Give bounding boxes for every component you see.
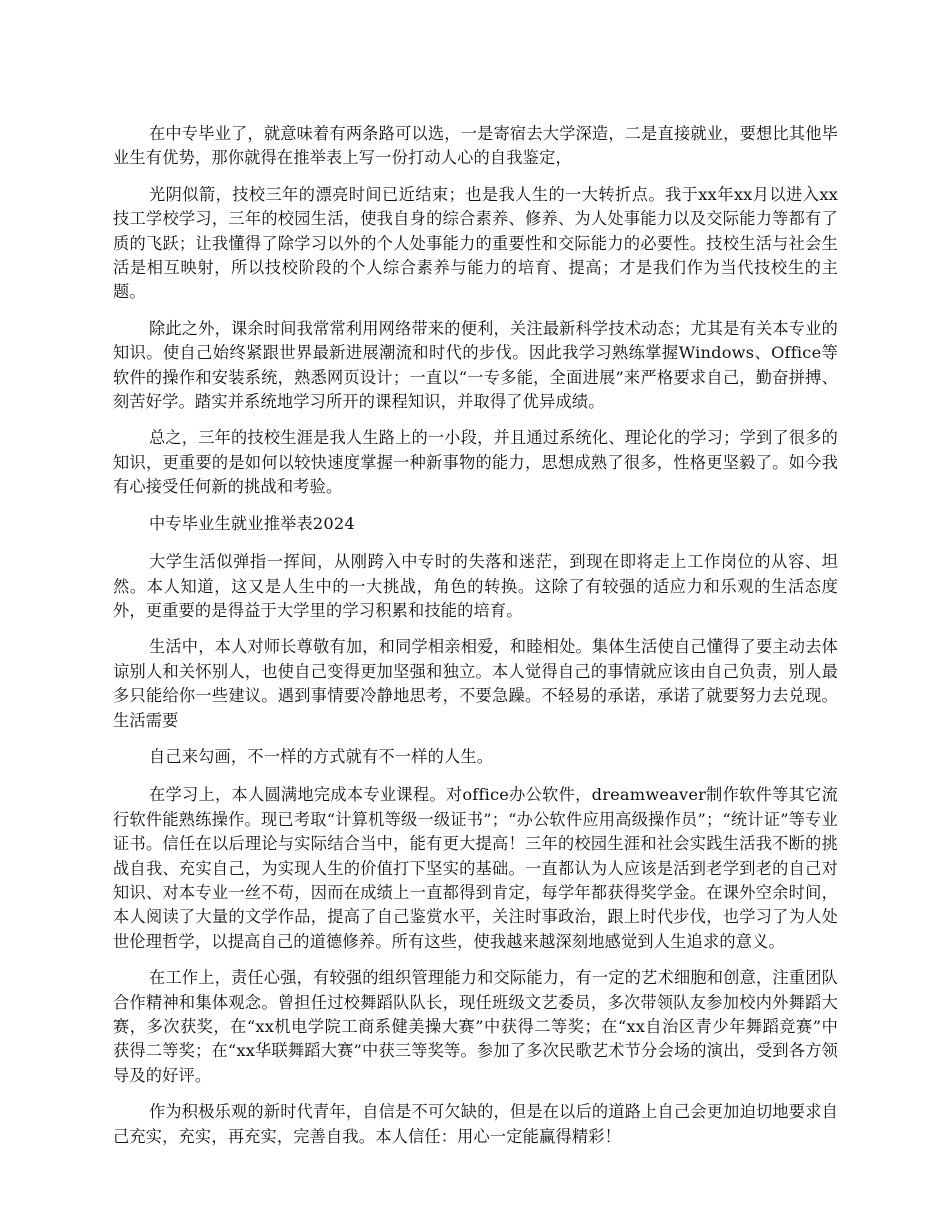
- paragraph-continuation: 自己来勾画，不一样的方式就有不一样的人生。: [149, 746, 494, 766]
- paragraph-extracurricular: 除此之外，课余时间我常常利用网络带来的便利，关注最新科学技术动态；尤其是有关本专业的知识。使自己始终紧跟世界最新进展潮流和时代的步伐。因此我学习熟练掌握Windows、Office等软件的操作和安装系统，熟悉网页设计；一直以“一专多能，全面进展”来严格要求自己，勤奋拼搏、刻苦好学。踏实并系统地学习所开的课程知识，并取得了优异成绩。: [113, 318, 838, 412]
- section-heading: 中专毕业生就业推举表2024: [149, 513, 355, 533]
- paragraph-conclusion: 作为积极乐观的新时代青年，自信是不可欠缺的，但是在以后的道路上自己会更加迫切地要求自己充实，充实，再充实，完善自我。本人信任：用心一定能赢得精彩！: [113, 1102, 838, 1146]
- paragraph-summary: 总之，三年的技校生涯是我人生路上的一小段，并且通过系统化、理论化的学习；学到了很多的知识，更重要的是如何以较快速度掌握一种新事物的能力，思想成熟了很多，性格更坚毅了。如今我有心接受任何新的挑战和考验。: [113, 428, 838, 497]
- paragraph-school-life: 光阴似箭，技校三年的漂亮时间已近结束；也是我人生的一大转折点。我于xx年xx月以进入xx技工学校学习，三年的校园生活，使我自身的综合素养、修养、为人处事能力以及交际能力等都有了质的飞跃；让我懂得了除学习以外的个人处事能力的重要性和交际能力的必要性。技校生活与社会生活是相互映射，所以技校阶段的个人综合素养与能力的培育、提高；才是我们作为当代技校生的主题。: [113, 184, 838, 302]
- paragraph-college-life: 大学生活似弹指一挥间，从刚跨入中专时的失落和迷茫，到现在即将走上工作岗位的从容、坦然。本人知道，这又是人生中的一大挑战，角色的转换。这除了有较强的适应力和乐观的生活态度外，更重要的是得益于大学里的学习积累和技能的培育。: [113, 552, 838, 620]
- paragraph-study: 在学习上，本人圆满地完成本专业课程。对office办公软件，dreamweaver制作软件等其它流行软件能熟练操作。现已考取“计算机等级一级证书”；“办公软件应用高级操作员”；“统计证”等专业证书。信任在以后理论与实际结合当中，能有更大提高！三年的校园生涯和社会实践生活我不断的挑战自我、充实自己，为实现人生的价值打下坚实的基础。一直都认为人应该是活到老学到老的自己对知识、对本专业一丝不苟，因而在成绩上一直都得到肯定，每学年都获得奖学金。在课外空余时间，本人阅读了大量的文学作品，提高了自己鉴赏水平，关注时事政治，跟上时代步伐，也学习了为人处世伦理哲学，以提高自己的道德修养。所有这些，使我越来越深刻地感觉到人生追求的意义。: [113, 785, 838, 951]
- paragraph-daily-life: 生活中，本人对师长尊敬有加，和同学相亲相爱，和睦相处。集体生活使自己懂得了要主动去体谅别人和关怀别人，也使自己变得更加坚强和独立。本人觉得自己的事情就应该由自己负责，别人最多只能给你一些建议。遇到事情要冷静地思考，不要急躁。不轻易的承诺，承诺了就要努力去兑现。生活需要: [113, 637, 838, 730]
- paragraph-work: 在工作上，责任心强，有较强的组织管理能力和交际能力，有一定的艺术细胞和创意，注重团队合作精神和集体观念。曾担任过校舞蹈队队长，现任班级文艺委员，多次带领队友参加校内外舞蹈大赛，多次获奖，在“xx机电学院工商系健美操大赛”中获得二等奖；在“xx自治区青少年舞蹈竞赛”中获得二等奖；在“xx华联舞蹈大赛”中获三等奖等。参加了多次民歌艺术节分会场的演出，受到各方领导及的好评。: [113, 968, 838, 1085]
- paragraph-intro: 在中专毕业了，就意味着有两条路可以选，一是寄宿去大学深造，二是直接就业，要想比其他毕业生有优势，那你就得在推举表上写一份打动人心的自我鉴定，: [113, 124, 838, 168]
